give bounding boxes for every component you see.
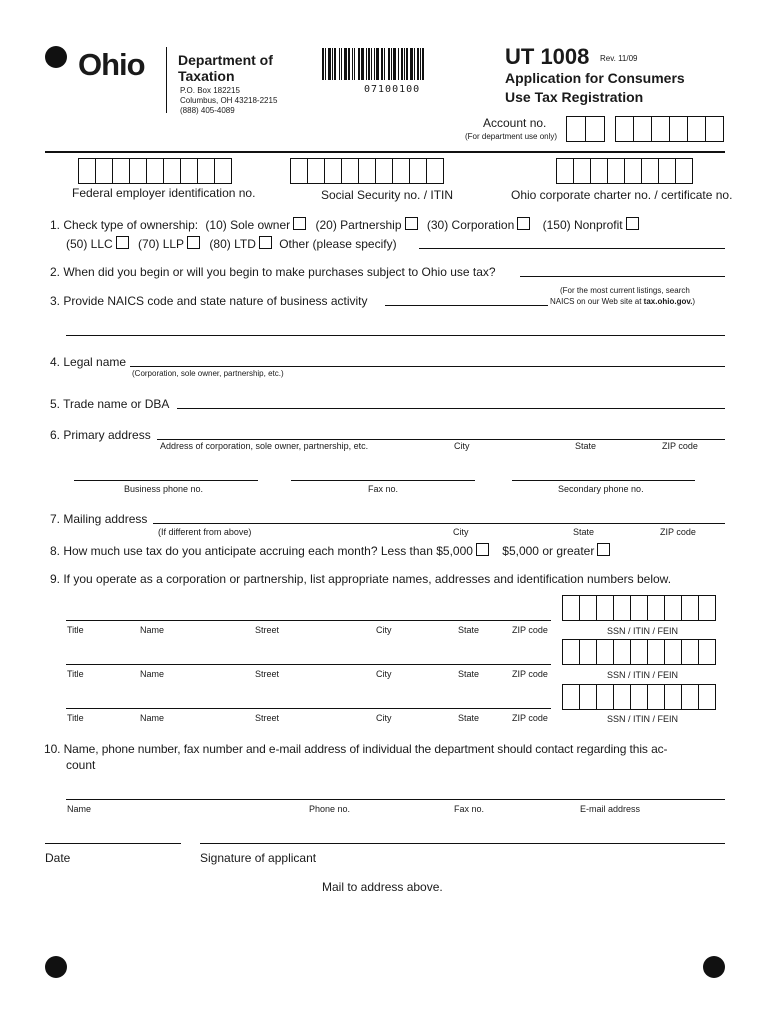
ssn-boxes[interactable] [290,158,444,184]
address-line-2: Columbus, OH 43218-2215 [180,96,278,105]
officer-2-title-label: Title [67,669,84,679]
q1-ownership-row-2 [66,236,397,251]
other-specify-line[interactable] [419,248,725,249]
officer-1-id-boxes[interactable] [562,595,716,621]
officer-3-id-boxes[interactable] [562,684,716,710]
partnership-label: (20) Partnership [315,218,402,232]
q2-label: 2. When did you begin or will you begin to make purchases subject to Ohio use tax? [50,265,496,279]
officer-3-street-label: Street [255,713,280,723]
contact-email-label: E-mail address [580,804,641,814]
naics-website: tax.ohio.gov. [643,297,693,306]
fein-label: Federal employer identification no. [72,186,256,200]
llp-checkbox[interactable] [187,236,200,249]
officer-1-street-label: Street [255,625,280,635]
form-number: UT 1008 [505,44,590,69]
mailing-state-label: State [573,527,595,537]
officer-2-id-label: SSN / ITIN / FEIN [607,670,679,680]
mailing-address-line[interactable] [153,523,725,524]
llc-checkbox[interactable] [116,236,129,249]
form-barcode [322,48,424,80]
account-note: (For department use only) [465,132,558,141]
ltd-checkbox[interactable] [259,236,272,249]
contact-name-label: Name [67,804,92,814]
q9-label: 9. If you operate as a corporation or partnership, list appropriate names, addresses and identification numbers below. [50,572,672,586]
officer-1-title-label: Title [67,625,84,635]
barcode-number: 07100100 [364,84,421,95]
contact-phone-label: Phone no. [309,804,351,814]
nonprofit-label: (150) Nonprofit [542,218,623,232]
date-label: Date [45,851,71,865]
legal-name-line[interactable] [130,366,725,367]
q8-row [50,543,610,558]
punch-hole-top-left [45,46,67,68]
q3-label: 3. Provide NAICS code and state nature of business activity [50,294,368,308]
q10-label-line-1: 10. Name, phone number, fax number and e-mail address of individual the department should contact regarding this ac- [44,742,668,756]
officer-3-name-label: Name [140,713,165,723]
account-number-boxes-a[interactable] [566,116,605,142]
mailing-zip-label: ZIP code [660,527,696,537]
secondary-phone-label: Secondary phone no. [558,484,644,494]
primary-city-label: City [454,441,470,451]
mailing-address-note: (If different from above) [158,527,252,537]
contact-fax-label: Fax no. [454,804,485,814]
officer-2-line[interactable] [66,664,551,665]
5000-or-greater-checkbox[interactable] [597,543,610,556]
officer-1-zip-label: ZIP code [512,625,548,635]
officer-1-city-label: City [376,625,392,635]
department-address [180,86,277,116]
officer-1-name-label: Name [140,625,165,635]
sole-owner-label: (10) Sole owner [205,218,291,232]
mail-instruction: Mail to address above. [322,880,443,894]
trade-name-line[interactable] [177,408,725,409]
fein-boxes[interactable] [78,158,232,184]
officer-2-city-label: City [376,669,392,679]
address-phone: (888) 405-4089 [180,106,235,115]
q8-label: 8. How much use tax do you anticipate accruing each month? Less than $5,000 [50,544,473,558]
officer-3-title-label: Title [67,713,84,723]
q2-answer-line[interactable] [520,276,725,277]
officer-2-name-label: Name [140,669,165,679]
business-phone-line[interactable] [74,480,258,481]
account-label: Account no. [483,116,547,130]
dept-line-2: Taxation [178,68,235,84]
fax-label: Fax no. [368,484,399,494]
legal-name-note: (Corporation, sole owner, partnership, etc.) [132,369,284,378]
naics-note-2-end: ) [692,297,696,306]
q4-label: 4. Legal name [50,355,127,369]
form-title-line-1: Application for Consumers [505,70,685,86]
naics-note-2 [550,297,695,307]
officer-2-state-label: State [458,669,480,679]
corporation-label: (30) Corporation [426,218,515,232]
q8-option-2: $5,000 or greater [502,544,595,558]
officer-2-id-boxes[interactable] [562,639,716,665]
revision-date: Rev. 11/09 [600,54,638,63]
business-phone-label: Business phone no. [124,484,204,494]
llc-label: (50) LLC [66,237,113,251]
q10-label-line-2: count [66,758,96,772]
corporation-checkbox[interactable] [517,217,530,230]
officer-3-state-label: State [458,713,480,723]
fax-line[interactable] [291,480,475,481]
q7-label: 7. Mailing address [50,512,148,526]
officer-3-city-label: City [376,713,392,723]
officer-2-street-label: Street [255,669,280,679]
ohio-logo [78,48,145,82]
form-title-line-2: Use Tax Registration [505,89,644,105]
q3-second-line[interactable] [66,335,725,336]
logo-divider [166,47,167,113]
punch-hole-bottom-right [703,956,725,978]
punch-hole-bottom-left [45,956,67,978]
other-label: Other (please specify) [279,237,397,251]
ohio-logo-text: Ohio [78,47,145,82]
officer-1-id-label: SSN / ITIN / FEIN [607,626,679,636]
department-name [178,52,273,84]
naics-note-1: (For the most current listings, search [560,286,690,295]
primary-state-label: State [575,441,597,451]
sole-owner-checkbox[interactable] [293,217,306,230]
q5-label: 5. Trade name or DBA [50,397,170,411]
header-rule [45,151,725,153]
ssn-label: Social Security no. / ITIN [321,188,454,202]
address-line-1: P.O. Box 182215 [180,86,240,95]
officer-1-line[interactable] [66,620,551,621]
ltd-label: (80) LTD [209,237,256,251]
officer-3-line[interactable] [66,708,551,709]
q6-label: 6. Primary address [50,428,151,442]
charter-boxes[interactable] [556,158,693,184]
signature-label: Signature of applicant [200,851,317,865]
charter-label: Ohio corporate charter no. / certificate no. [511,188,733,202]
officer-3-id-label: SSN / ITIN / FEIN [607,714,679,724]
mailing-city-label: City [453,527,469,537]
dept-line-1: Department of [178,52,273,68]
signature-line[interactable] [200,843,725,844]
nonprofit-checkbox[interactable] [626,217,639,230]
less-than-5000-checkbox[interactable] [476,543,489,556]
officer-2-zip-label: ZIP code [512,669,548,679]
contact-line[interactable] [66,799,725,800]
naics-note-2-text: NAICS on our Web site at [550,297,644,306]
primary-address-sublabel: Address of corporation, sole owner, partnership, etc. [160,441,369,451]
partnership-checkbox[interactable] [405,217,418,230]
q1-ownership-row-1 [50,217,639,232]
officer-3-zip-label: ZIP code [512,713,548,723]
account-number-boxes-b[interactable] [615,116,724,142]
q1-label: 1. Check type of ownership: [50,218,199,232]
primary-zip-label: ZIP code [662,441,698,451]
primary-address-line[interactable] [157,439,725,440]
llp-label: (70) LLP [138,237,185,251]
q3-answer-line[interactable] [385,305,548,306]
officer-1-state-label: State [458,625,480,635]
date-line[interactable] [45,843,181,844]
secondary-phone-line[interactable] [512,480,695,481]
